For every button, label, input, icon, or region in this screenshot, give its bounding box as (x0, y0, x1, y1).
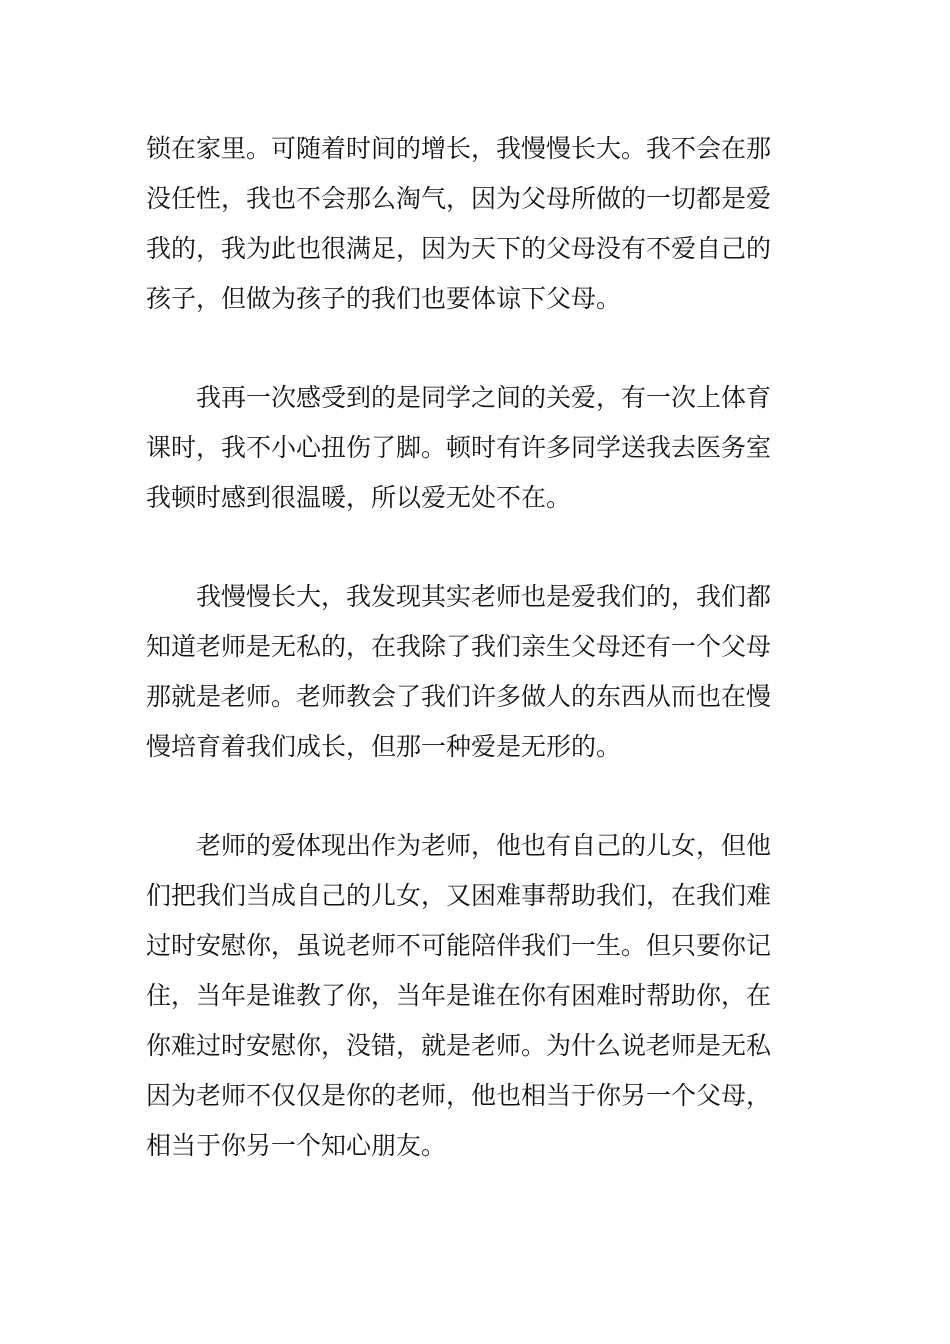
text-line: 那就是老师。老师教会了我们许多做人的东西从而也在慢 (146, 682, 772, 711)
text-line: 我的，我为此也很满足，因为天下的父母没有不爱自己的 (146, 234, 772, 263)
text-line: 知道老师是无私的，在我除了我们亲生父母还有一个父母 (146, 632, 772, 661)
text-line: 我慢慢长大，我发现其实老师也是爱我们的，我们都 (196, 582, 772, 611)
text-line: 孩子，但做为孩子的我们也要体谅下父母。 (146, 284, 622, 313)
text-line: 住，当年是谁教了你，当年是谁在你有困难时帮助你，在 (146, 981, 772, 1010)
text-line: 你难过时安慰你，没错，就是老师。为什么说老师是无私 (146, 1031, 772, 1060)
text-line: 过时安慰你，虽说老师不可能陪伴我们一生。但只要你记 (146, 931, 772, 960)
text-line: 我再一次感受到的是同学之间的关爱，有一次上体育 (196, 383, 772, 412)
text-line: 没任性，我也不会那么淘气，因为父母所做的一切都是爱 (146, 184, 772, 213)
text-line: 慢培育着我们成长，但那一种爱是无形的。 (146, 732, 622, 761)
text-line: 锁在家里。可随着时间的增长，我慢慢长大。我不会在那 (146, 134, 772, 163)
text-line: 因为老师不仅仅是你的老师，他也相当于你另一个父母， (146, 1081, 772, 1110)
text-line: 相当于你另一个知心朋友。 (146, 1131, 447, 1160)
text-line: 老师的爱体现出作为老师，他也有自己的儿女，但他 (196, 831, 772, 860)
text-line: 我顿时感到很温暖，所以爱无处不在。 (146, 483, 572, 512)
text-line: 课时，我不小心扭伤了脚。顿时有许多同学送我去医务室 (146, 433, 772, 462)
text-line: 们把我们当成自己的儿女，又困难事帮助我们，在我们难 (146, 881, 772, 910)
